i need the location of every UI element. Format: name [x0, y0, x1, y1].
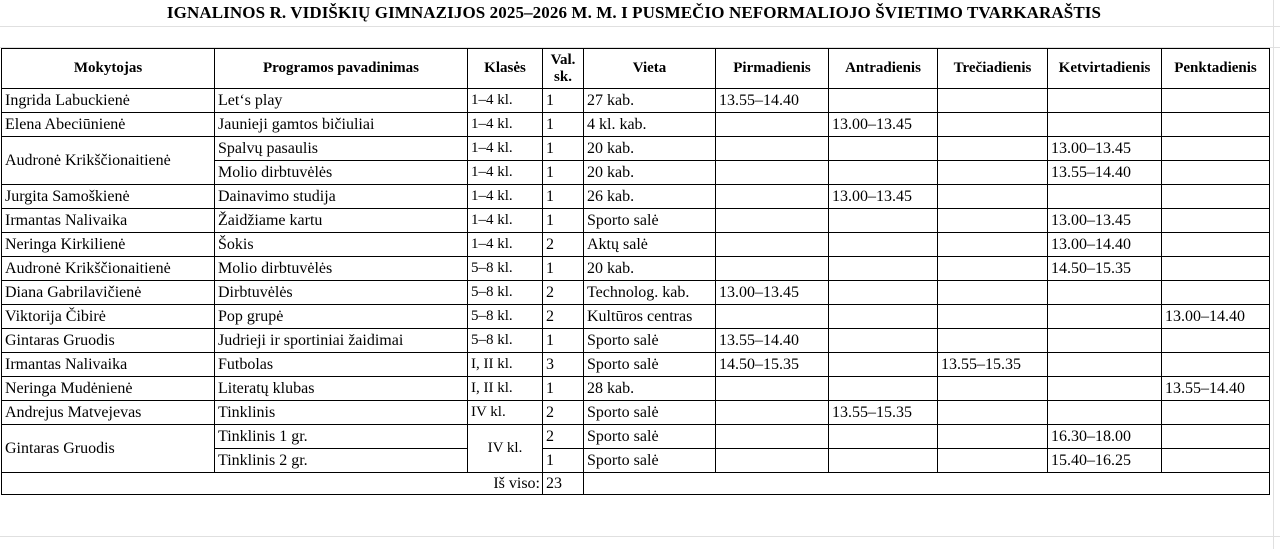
total-row — [2, 473, 1270, 495]
teacher-cell: Gintaras Gruodis — [2, 329, 215, 353]
hours-cell: 1 — [543, 377, 584, 401]
wednesday-cell — [938, 233, 1048, 257]
friday-cell — [1162, 233, 1270, 257]
monday-cell: 13.55–14.40 — [716, 329, 829, 353]
place-cell: 27 kab. — [584, 89, 716, 113]
tuesday-cell — [829, 209, 938, 233]
wednesday-cell — [938, 449, 1048, 473]
program-cell: Pop grupė — [215, 305, 468, 329]
hours-cell: 1 — [543, 185, 584, 209]
class-cell: 1–4 kl. — [468, 137, 543, 161]
header-program: Programos pavadinimas — [215, 49, 468, 89]
teacher-cell: Neringa Mudėnienė — [2, 377, 215, 401]
wednesday-cell — [938, 161, 1048, 185]
class-cell: 1–4 kl. — [468, 89, 543, 113]
tuesday-cell — [829, 353, 938, 377]
monday-cell — [716, 377, 829, 401]
page-title: IGNALINOS R. VIDIŠKIŲ GIMNAZIJOS 2025–2026 M. M. I PUSMEČIO NEFORMALIOJO ŠVIETIMO TVARKARAŠTIS — [166, 3, 1102, 22]
header-teacher: Mokytojas — [2, 49, 215, 89]
hours-cell: 1 — [543, 137, 584, 161]
header-hours-line2: sk. — [554, 68, 572, 85]
hours-cell: 1 — [543, 257, 584, 281]
class-cell: 1–4 kl. — [468, 185, 543, 209]
place-cell: Sporto salė — [584, 449, 716, 473]
teacher-cell: Elena Abeciūnienė — [2, 113, 215, 137]
friday-cell — [1162, 137, 1270, 161]
thursday-cell: 13.00–13.45 — [1048, 209, 1162, 233]
program-cell: Let‘s play — [215, 89, 468, 113]
wednesday-cell — [938, 89, 1048, 113]
class-cell: IV kl. — [468, 401, 543, 425]
friday-cell: 13.00–14.40 — [1162, 305, 1270, 329]
tuesday-cell — [829, 329, 938, 353]
wednesday-cell — [938, 113, 1048, 137]
hours-cell: 3 — [543, 353, 584, 377]
program-cell: Molio dirbtuvėlės — [215, 161, 468, 185]
header-hours-line1: Val. — [550, 51, 576, 68]
friday-cell — [1162, 401, 1270, 425]
thursday-cell: 14.50–15.35 — [1048, 257, 1162, 281]
program-cell: Judrieji ir sportiniai žaidimai — [215, 329, 468, 353]
thursday-cell: 15.40–16.25 — [1048, 449, 1162, 473]
program-cell: Žaidžiame kartu — [215, 209, 468, 233]
class-cell: 1–4 kl. — [468, 113, 543, 137]
friday-cell — [1162, 185, 1270, 209]
tuesday-cell — [829, 233, 938, 257]
thursday-cell — [1048, 185, 1162, 209]
thursday-cell — [1048, 329, 1162, 353]
place-cell: 20 kab. — [584, 257, 716, 281]
tuesday-cell — [829, 305, 938, 329]
teacher-cell: Gintaras Gruodis — [2, 425, 215, 473]
table-row — [2, 305, 1270, 329]
table-row — [2, 257, 1270, 281]
header-row — [2, 49, 1270, 89]
monday-cell: 13.00–13.45 — [716, 281, 829, 305]
class-cell: 5–8 kl. — [468, 329, 543, 353]
wednesday-cell — [938, 257, 1048, 281]
thursday-cell: 13.00–13.45 — [1048, 137, 1162, 161]
teacher-cell: Irmantas Nalivaika — [2, 209, 215, 233]
thursday-cell — [1048, 305, 1162, 329]
wednesday-cell — [938, 209, 1048, 233]
hours-cell: 2 — [543, 401, 584, 425]
hours-cell: 1 — [543, 161, 584, 185]
hours-cell: 2 — [543, 305, 584, 329]
thursday-cell: 13.00–14.40 — [1048, 233, 1162, 257]
table-row — [2, 113, 1270, 137]
teacher-cell: Audronė Krikščionaitienė — [2, 137, 215, 185]
tuesday-cell: 13.00–13.45 — [829, 185, 938, 209]
wednesday-cell — [938, 401, 1048, 425]
friday-cell — [1162, 89, 1270, 113]
tuesday-cell — [829, 89, 938, 113]
tuesday-cell — [829, 281, 938, 305]
hours-cell: 2 — [543, 425, 584, 449]
total-label: Iš viso: — [2, 473, 543, 495]
monday-cell: 13.55–14.40 — [716, 89, 829, 113]
friday-cell — [1162, 257, 1270, 281]
class-cell: 5–8 kl. — [468, 281, 543, 305]
schedule-table — [1, 48, 1270, 495]
teacher-cell: Diana Gabrilavičienė — [2, 281, 215, 305]
teacher-cell: Neringa Kirkilienė — [2, 233, 215, 257]
tuesday-cell — [829, 137, 938, 161]
table-row — [2, 377, 1270, 401]
class-cell: IV kl. — [468, 425, 543, 473]
hours-cell: 2 — [543, 233, 584, 257]
monday-cell — [716, 233, 829, 257]
wednesday-cell: 13.55–15.35 — [938, 353, 1048, 377]
table-row — [2, 353, 1270, 377]
table-row — [2, 137, 1270, 161]
program-cell: Dirbtuvėlės — [215, 281, 468, 305]
monday-cell — [716, 401, 829, 425]
program-cell: Literatų klubas — [215, 377, 468, 401]
class-cell: 5–8 kl. — [468, 305, 543, 329]
place-cell: Sporto salė — [584, 425, 716, 449]
class-cell: 1–4 kl. — [468, 209, 543, 233]
teacher-cell: Jurgita Samoškienė — [2, 185, 215, 209]
friday-cell — [1162, 113, 1270, 137]
header-thursday: Ketvirtadienis — [1048, 49, 1162, 89]
tuesday-cell: 13.55–15.35 — [829, 401, 938, 425]
place-cell: 20 kab. — [584, 161, 716, 185]
monday-cell — [716, 449, 829, 473]
program-cell: Tinklinis — [215, 401, 468, 425]
program-cell: Jaunieji gamtos bičiuliai — [215, 113, 468, 137]
teacher-cell: Andrejus Matvejevas — [2, 401, 215, 425]
class-cell: 5–8 kl. — [468, 257, 543, 281]
teacher-cell: Ingrida Labuckienė — [2, 89, 215, 113]
monday-cell — [716, 161, 829, 185]
hours-cell: 1 — [543, 329, 584, 353]
thursday-cell — [1048, 353, 1162, 377]
monday-cell — [716, 185, 829, 209]
place-cell: Sporto salė — [584, 353, 716, 377]
place-cell: 26 kab. — [584, 185, 716, 209]
place-cell: Sporto salė — [584, 209, 716, 233]
thursday-cell — [1048, 113, 1162, 137]
wednesday-cell — [938, 425, 1048, 449]
header-friday: Penktadienis — [1162, 49, 1270, 89]
total-empty-cell — [584, 473, 1270, 495]
wednesday-cell — [938, 185, 1048, 209]
friday-cell — [1162, 281, 1270, 305]
tuesday-cell — [829, 449, 938, 473]
friday-cell — [1162, 449, 1270, 473]
hours-cell: 2 — [543, 281, 584, 305]
monday-cell: 14.50–15.35 — [716, 353, 829, 377]
place-cell: Aktų salė — [584, 233, 716, 257]
thursday-cell: 16.30–18.00 — [1048, 425, 1162, 449]
tuesday-cell — [829, 377, 938, 401]
program-cell: Tinklinis 1 gr. — [215, 425, 468, 449]
friday-cell: 13.55–14.40 — [1162, 377, 1270, 401]
wednesday-cell — [938, 281, 1048, 305]
table-row — [2, 281, 1270, 305]
place-cell: Kultūros centras — [584, 305, 716, 329]
program-cell: Spalvų pasaulis — [215, 137, 468, 161]
total-value: 23 — [543, 473, 584, 495]
place-cell: 28 kab. — [584, 377, 716, 401]
teacher-cell: Audronė Krikščionaitienė — [2, 257, 215, 281]
wednesday-cell — [938, 137, 1048, 161]
wednesday-cell — [938, 377, 1048, 401]
hours-cell: 1 — [543, 209, 584, 233]
monday-cell — [716, 113, 829, 137]
header-hours — [543, 49, 584, 89]
class-cell: 1–4 kl. — [468, 233, 543, 257]
header-tuesday: Antradienis — [829, 49, 938, 89]
program-cell: Tinklinis 2 gr. — [215, 449, 468, 473]
friday-cell — [1162, 425, 1270, 449]
header-class: Klasės — [468, 49, 543, 89]
friday-cell — [1162, 329, 1270, 353]
friday-cell — [1162, 161, 1270, 185]
table-row — [2, 209, 1270, 233]
wednesday-cell — [938, 329, 1048, 353]
table-row — [2, 425, 1270, 449]
thursday-cell — [1048, 377, 1162, 401]
place-cell: Sporto salė — [584, 329, 716, 353]
place-cell: 4 kl. kab. — [584, 113, 716, 137]
table-row — [2, 185, 1270, 209]
class-cell: 1–4 kl. — [468, 161, 543, 185]
table-row — [2, 233, 1270, 257]
monday-cell — [716, 305, 829, 329]
monday-cell — [716, 209, 829, 233]
header-monday: Pirmadienis — [716, 49, 829, 89]
table-row — [2, 329, 1270, 353]
hours-cell: 1 — [543, 113, 584, 137]
place-cell: 20 kab. — [584, 137, 716, 161]
table-row — [2, 89, 1270, 113]
program-cell: Šokis — [215, 233, 468, 257]
header-place: Vieta — [584, 49, 716, 89]
monday-cell — [716, 425, 829, 449]
monday-cell — [716, 137, 829, 161]
place-cell: Technolog. kab. — [584, 281, 716, 305]
thursday-cell — [1048, 401, 1162, 425]
thursday-cell: 13.55–14.40 — [1048, 161, 1162, 185]
program-cell: Molio dirbtuvėlės — [215, 257, 468, 281]
place-cell: Sporto salė — [584, 401, 716, 425]
monday-cell — [716, 257, 829, 281]
friday-cell — [1162, 209, 1270, 233]
tuesday-cell — [829, 257, 938, 281]
teacher-cell: Viktorija Čibirė — [2, 305, 215, 329]
hours-cell: 1 — [543, 89, 584, 113]
friday-cell — [1162, 353, 1270, 377]
tuesday-cell: 13.00–13.45 — [829, 113, 938, 137]
thursday-cell — [1048, 281, 1162, 305]
thursday-cell — [1048, 89, 1162, 113]
tuesday-cell — [829, 161, 938, 185]
header-wednesday: Trečiadienis — [938, 49, 1048, 89]
tuesday-cell — [829, 425, 938, 449]
teacher-cell: Irmantas Nalivaika — [2, 353, 215, 377]
class-cell: I, II kl. — [468, 353, 543, 377]
hours-cell: 1 — [543, 449, 584, 473]
program-cell: Futbolas — [215, 353, 468, 377]
table-row — [2, 401, 1270, 425]
wednesday-cell — [938, 305, 1048, 329]
class-cell: I, II kl. — [468, 377, 543, 401]
program-cell: Dainavimo studija — [215, 185, 468, 209]
